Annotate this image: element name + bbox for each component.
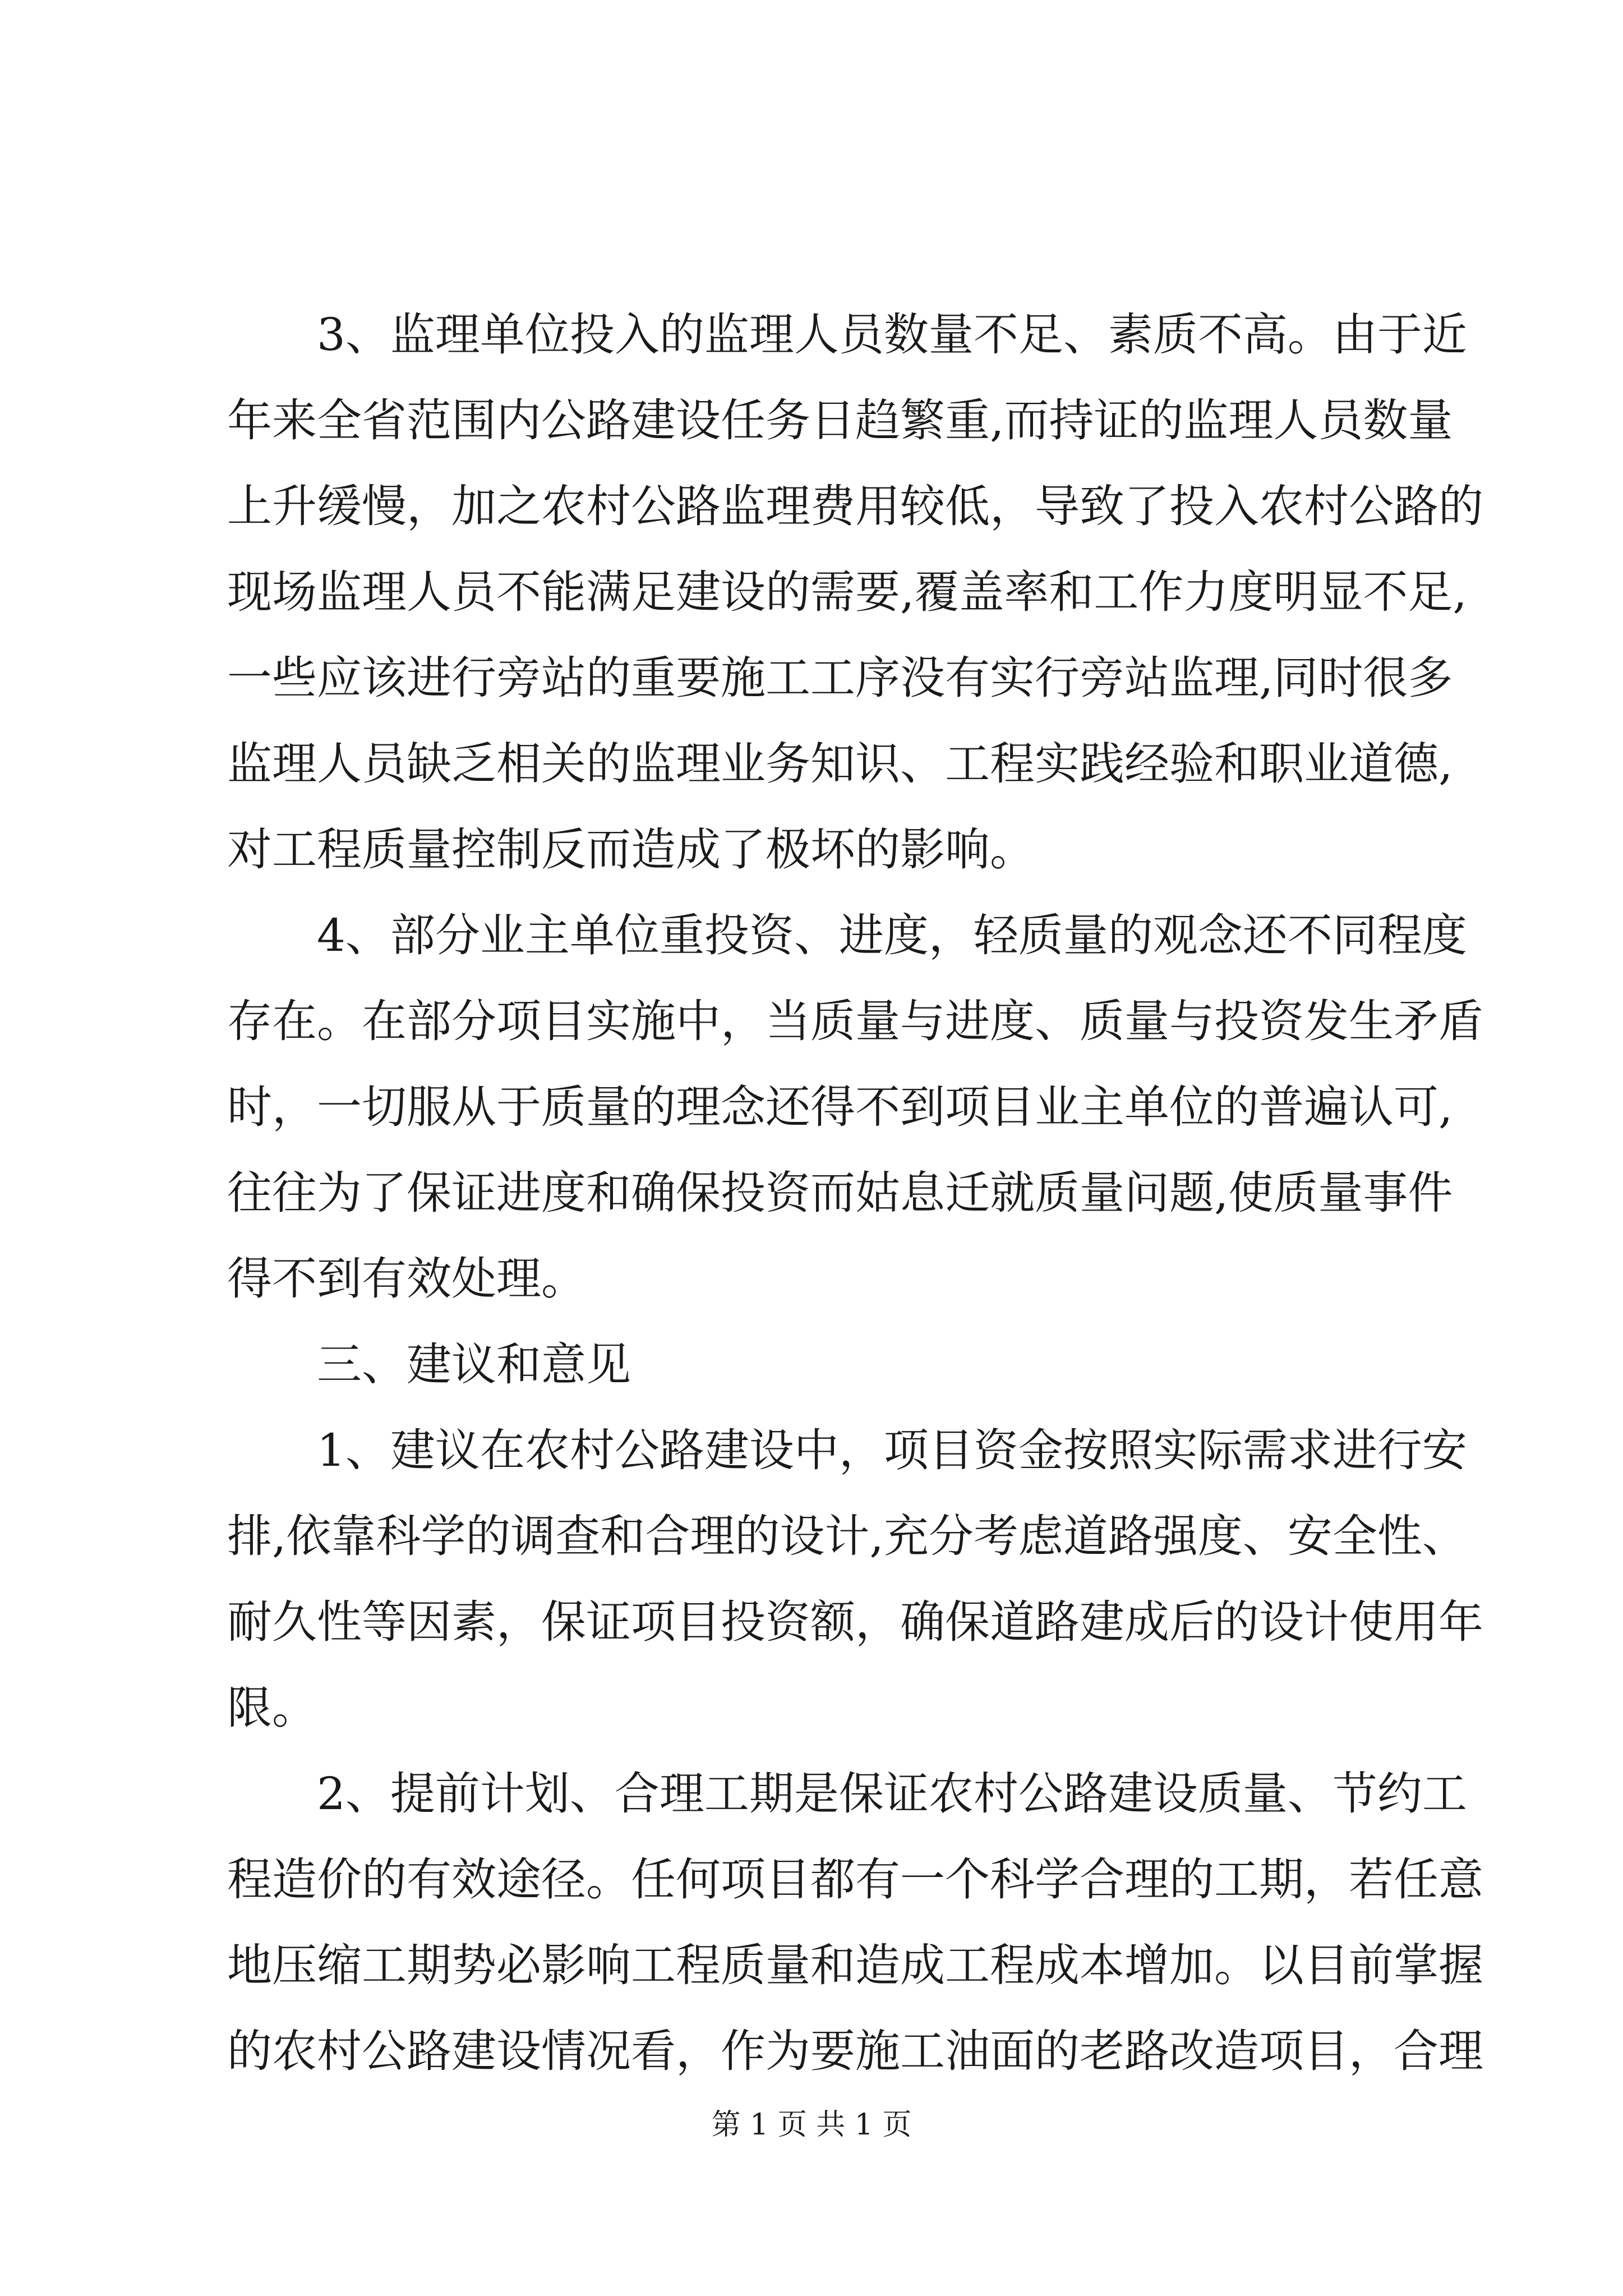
paragraph-schedule-suggestion (227, 1751, 1483, 2094)
text-line: 现场监理人员不能满足建设的需要,覆盖率和工作力度明显不足, (227, 566, 1467, 618)
document-body (227, 292, 1483, 2094)
text-line: 2、提前计划、合理工期是保证农村公路建设质量、节约工 (317, 1768, 1467, 1820)
paragraph-supervision-staff (227, 292, 1483, 892)
text-line: 限。 (227, 1682, 317, 1734)
text-line: 年来全省范围内公路建设任务日趋繁重,而持证的监理人员数量 (227, 394, 1453, 447)
section-heading (227, 1322, 1438, 1407)
text-line: 的农村公路建设情况看，作为要施工油面的老路改造项目，合理 (227, 2025, 1483, 2077)
paragraph-owner-units (227, 892, 1483, 1322)
text-line: 监理人员缺乏相关的监理业务知识、工程实践经验和职业道德, (227, 738, 1453, 790)
text-line: 排,依靠科学的调查和合理的设计,充分考虑道路强度、安全性、 (227, 1510, 1467, 1562)
text-line: 时，一切服从于质量的理念还得不到项目业主单位的普遍认可, (227, 1081, 1453, 1133)
text-line: 地压缩工期势必影响工程质量和造成工程成本增加。以目前掌握 (227, 1939, 1483, 1991)
page-footer (0, 2101, 1623, 2143)
text-line: 3、监理单位投入的监理人员数量不足、素质不高。由于近 (317, 309, 1467, 361)
paragraph-funding-suggestion (227, 1407, 1483, 1751)
text-line: 一些应该进行旁站的重要施工工序没有实行旁站监理,同时很多 (227, 652, 1453, 704)
text-line: 4、部分业主单位重投资、进度，轻质量的观念还不同程度 (317, 909, 1467, 961)
text-line: 往往为了保证进度和确保投资而姑息迁就质量问题,使质量事件 (227, 1167, 1453, 1219)
text-line: 对工程质量控制反而造成了极坏的影响。 (227, 823, 1035, 876)
text-line: 程造价的有效途径。任何项目都有一个科学合理的工期，若任意 (227, 1853, 1483, 1906)
text-line: 存在。在部分项目实施中，当质量与进度、质量与投资发生矛盾 (227, 995, 1483, 1047)
text-line: 耐久性等因素，保证项目投资额，确保道路建成后的设计使用年 (227, 1596, 1483, 1648)
text-line: 得不到有效处理。 (227, 1253, 586, 1305)
page-number-label: 第 1 页 共 1 页 (711, 2108, 912, 2142)
text-line: 1、建议在农村公路建设中，项目资金按照实际需求进行安 (317, 1424, 1467, 1476)
section-heading-text: 三、建议和意见 (317, 1338, 631, 1391)
text-line: 上升缓慢，加之农村公路监理费用较低，导致了投入农村公路的 (227, 480, 1483, 532)
